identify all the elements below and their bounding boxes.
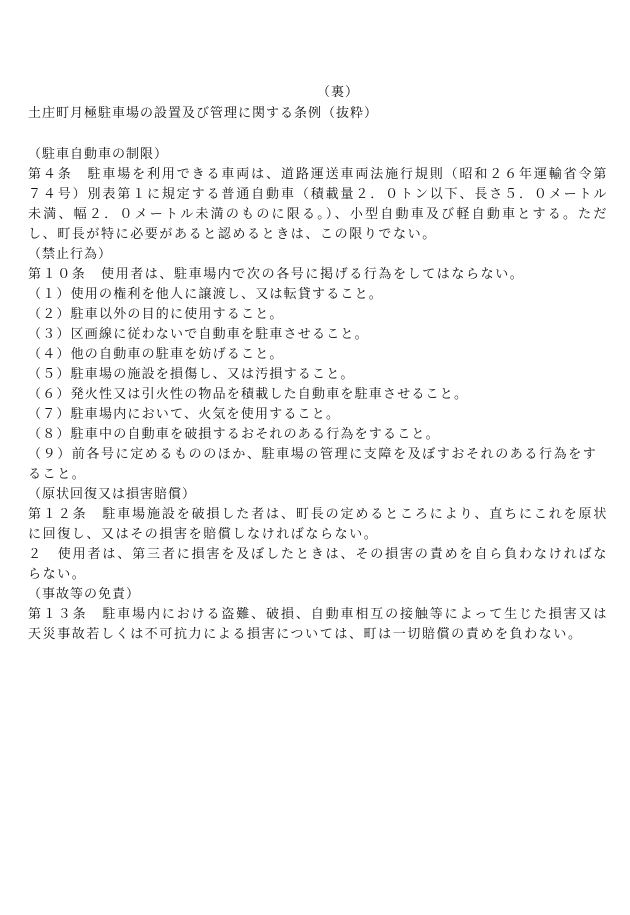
article-caption-restoration-compensation: （原状回復又は損害賠償） (28, 487, 197, 502)
prohibited-item-5: （５）駐車場の施設を損傷し、又は汚損すること。 (28, 367, 355, 382)
blank-line (28, 124, 608, 145)
article-12-text: 第１２条 駐車場施設を破損した者は、町長の定めるところにより、直ちにこれを原状に回復し、又はその損害を賠償しなければならない。 (28, 507, 608, 542)
prohibited-item-6: （６）発火性又は引火性の物品を積載した自動車を駐車させること。 (28, 387, 469, 402)
document-title: 土庄町月極駐車場の設置及び管理に関する条例（抜粋） (28, 106, 379, 121)
prohibited-item-1: （１）使用の権利を他人に譲渡し、又は転貸すること。 (28, 287, 384, 302)
article-10-text: 第１０条 使用者は、駐車場内で次の各号に掲げる行為をしてはならない。 (28, 267, 525, 282)
prohibited-item-8: （８）駐車中の自動車を破損するおそれのある行為をすること。 (28, 427, 440, 442)
article-caption-prohibited-acts: （禁止行為） (28, 247, 113, 262)
article-12-paragraph-2: ２ 使用者は、第三者に損害を及ぼしたときは、その損害の責めを自ら負わなければならない。 (28, 547, 608, 582)
reverse-side-label: （裏） (316, 85, 359, 100)
prohibited-item-4: （４）他の自動車の駐車を妨げること。 (28, 347, 284, 362)
document-page (28, 82, 608, 645)
article-caption-accident-exemption: （事故等の免責） (28, 587, 141, 602)
prohibited-item-9: （９）前各号に定めるもののほか、駐車場の管理に支障を及ぼすおそれのある行為をすること。 (28, 447, 598, 482)
article-13-text: 第１３条 駐車場内における盗難、破損、自動車相互の接触等によって生じた損害又は天災事故若しくは不可抗力による損害については、町は一切賠償の責めを負わない。 (28, 607, 608, 642)
prohibited-item-3: （３）区画線に従わないで自動車を駐車させること。 (28, 327, 369, 342)
prohibited-item-7: （７）駐車場内において、火気を使用すること。 (28, 407, 341, 422)
article-caption-vehicle-restriction: （駐車自動車の制限） (28, 147, 169, 162)
article-4-text: 第４条 駐車場を利用できる車両は、道路運送車両法施行規則（昭和２６年運輸省令第７４号）別表第１に規定する普通自動車（積載量２．０トン以下、長さ５．０メートル未満、幅２．０メートル未満のものに限る。）、小型自動車及び軽自動車とする。ただし、町長が特に必要があると認めるときは、この限りでない。 (28, 167, 608, 242)
prohibited-item-2: （２）駐車以外の目的に使用すること。 (28, 307, 284, 322)
